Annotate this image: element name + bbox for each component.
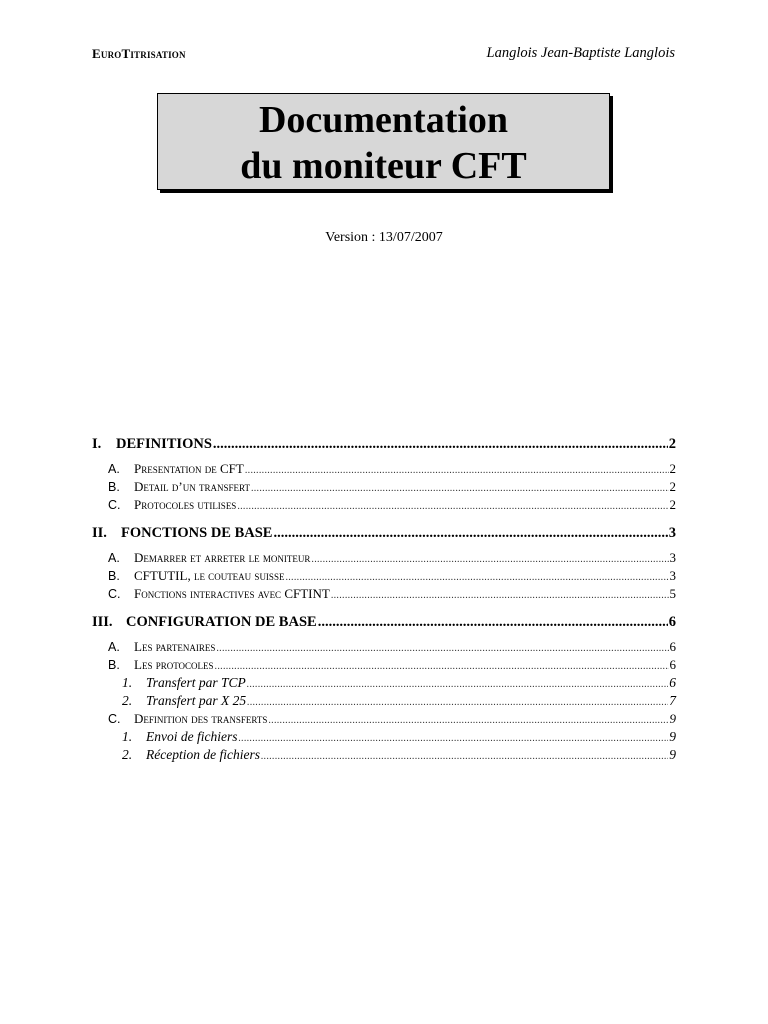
toc-label: Transfert par X 25 bbox=[146, 693, 247, 708]
document-title-box bbox=[157, 93, 610, 190]
toc-page: 6 bbox=[669, 657, 676, 672]
toc-leader bbox=[216, 643, 668, 654]
toc-number: 1. bbox=[122, 675, 133, 690]
toc-page: 9 bbox=[669, 729, 676, 744]
toc-number: 2. bbox=[122, 747, 133, 762]
toc-number: 1. bbox=[122, 729, 133, 744]
toc-item-presentation-cft[interactable] bbox=[92, 461, 676, 479]
toc-item-cftint[interactable] bbox=[92, 586, 676, 604]
toc-page: 7 bbox=[669, 693, 676, 708]
toc-label: Demarrer et arreter le moniteur bbox=[134, 550, 311, 565]
toc-number: I. bbox=[92, 436, 102, 452]
toc-leader bbox=[251, 483, 669, 494]
toc-page: 2 bbox=[668, 436, 676, 452]
toc-number: C. bbox=[108, 712, 121, 726]
toc-number: 2. bbox=[122, 693, 133, 708]
toc-section-fonctions-de-base[interactable] bbox=[92, 525, 676, 543]
toc-label: DEFINITIONS bbox=[116, 436, 212, 452]
toc-label: Les partenaires bbox=[134, 639, 216, 654]
toc-item-detail-transfert[interactable] bbox=[92, 479, 676, 497]
toc-number: C. bbox=[108, 498, 121, 512]
toc-leader bbox=[247, 679, 668, 690]
toc-number: A. bbox=[108, 462, 120, 476]
toc-leader bbox=[318, 614, 668, 631]
toc-number: A. bbox=[108, 551, 120, 565]
toc-page: 6 bbox=[669, 639, 676, 654]
toc-subitem-envoi-fichiers[interactable] bbox=[92, 729, 676, 747]
toc-item-demarrer-arreter[interactable] bbox=[92, 550, 676, 568]
toc-number: B. bbox=[108, 480, 120, 494]
toc-page: 3 bbox=[669, 568, 676, 583]
toc-page: 9 bbox=[669, 747, 676, 762]
toc-subitem-reception-fichiers[interactable] bbox=[92, 747, 676, 765]
toc-section-definitions[interactable] bbox=[92, 436, 676, 454]
toc-leader bbox=[237, 501, 668, 512]
toc-item-protocoles-utilises[interactable] bbox=[92, 497, 676, 515]
toc-label: Réception de fichiers bbox=[146, 747, 260, 762]
toc-page: 6 bbox=[668, 614, 676, 630]
header-author: Langlois Jean-Baptiste Langlois bbox=[486, 45, 675, 61]
toc-leader bbox=[311, 554, 668, 565]
toc-leader bbox=[273, 525, 667, 542]
toc-label: Transfert par TCP bbox=[146, 675, 246, 690]
toc-leader bbox=[238, 733, 668, 744]
toc-leader bbox=[247, 697, 668, 708]
toc-label: Envoi de fichiers bbox=[146, 729, 238, 744]
toc-section-configuration-de-base[interactable] bbox=[92, 614, 676, 632]
toc-label: Protocoles utilises bbox=[134, 497, 237, 512]
toc-label: Les protocoles bbox=[134, 657, 214, 672]
toc-leader bbox=[245, 465, 669, 476]
toc-leader bbox=[215, 661, 669, 672]
toc-leader bbox=[285, 572, 668, 583]
toc-label: FONCTIONS DE BASE bbox=[121, 525, 273, 541]
toc-page: 9 bbox=[669, 711, 676, 726]
toc-label: CONFIGURATION DE BASE bbox=[126, 614, 317, 630]
toc-leader bbox=[331, 590, 669, 601]
toc-item-partenaires[interactable] bbox=[92, 639, 676, 657]
toc-label: Definition des transferts bbox=[134, 711, 268, 726]
toc-leader bbox=[261, 751, 668, 762]
toc-page: 2 bbox=[669, 479, 676, 494]
toc-leader bbox=[268, 715, 668, 726]
toc-number: A. bbox=[108, 640, 120, 654]
toc-label: Fonctions interactives avec CFTINT bbox=[134, 586, 330, 601]
toc-item-protocoles[interactable] bbox=[92, 657, 676, 675]
toc-number: B. bbox=[108, 569, 120, 583]
toc-page: 6 bbox=[669, 675, 676, 690]
toc-leader bbox=[213, 436, 668, 453]
toc-page: 2 bbox=[669, 461, 676, 476]
toc-page: 3 bbox=[668, 525, 676, 541]
toc-item-cftutil[interactable] bbox=[92, 568, 676, 586]
toc-subitem-transfert-tcp[interactable] bbox=[92, 675, 676, 693]
toc-page: 2 bbox=[669, 497, 676, 512]
toc-label: Detail d’un transfert bbox=[134, 479, 250, 494]
toc-subitem-transfert-x25[interactable] bbox=[92, 693, 676, 711]
table-of-contents bbox=[92, 436, 676, 765]
header-company: EuroTitrisation bbox=[92, 46, 186, 61]
title-line-1: Documentation bbox=[258, 99, 509, 141]
toc-number: C. bbox=[108, 587, 121, 601]
title-line-2: du moniteur CFT bbox=[240, 145, 527, 187]
toc-page: 5 bbox=[669, 586, 676, 601]
toc-label: Presentation de CFT bbox=[134, 461, 244, 476]
toc-number: III. bbox=[92, 614, 113, 630]
version-text: Version : 13/07/2007 bbox=[325, 230, 443, 245]
toc-label: CFTUTIL, le couteau suisse bbox=[134, 568, 285, 583]
toc-number: B. bbox=[108, 658, 120, 672]
toc-number: II. bbox=[92, 525, 107, 541]
toc-item-definition-transferts[interactable] bbox=[92, 711, 676, 729]
toc-page: 3 bbox=[669, 550, 676, 565]
